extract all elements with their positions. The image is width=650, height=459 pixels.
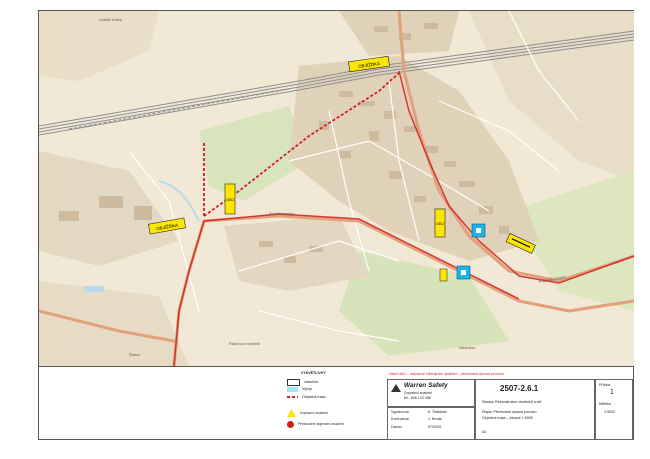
title-block-header: Návrh DIO – dopravně inženýrské opatření – přechodná úprava provozu — [389, 372, 505, 376]
svg-text:OBJ: OBJ — [436, 221, 444, 226]
sign-vertical[interactable] — [225, 184, 235, 214]
legend-item: Dopravní značení — [287, 409, 328, 417]
company-logo-icon — [391, 384, 401, 392]
label-street-center: Pod Nádražím — [269, 211, 295, 216]
legend-item: Objízdná trasa — [287, 395, 325, 399]
label-place-bottom: Šárka — [129, 352, 140, 357]
legend-item: Uzavírka — [287, 379, 318, 386]
company-block: Warren Safety Dopravní značení tel.: 608 123 456 — [387, 379, 475, 407]
map-footer — [39, 366, 634, 441]
author-block: Vypracoval K. Šafránek Kontroloval J. Novák Datum 07/2025 — [387, 407, 475, 440]
map-canvas[interactable] — [39, 11, 634, 366]
label-street-top-left: Letiště Kbely — [99, 17, 122, 22]
legend-swatch — [287, 379, 300, 386]
closure-marker[interactable] — [457, 266, 470, 279]
company-name: Warren Safety — [404, 382, 448, 389]
sign-right-vertical[interactable] — [435, 209, 445, 237]
sheet-number: 1 — [610, 389, 614, 396]
svg-text:OBJ: OBJ — [226, 197, 234, 202]
sheet-info-block: Příloha 1 Měřítko 1:5000 — [595, 379, 633, 440]
svg-text:OBJÍŽĎKA: OBJÍŽĎKA — [155, 222, 179, 232]
legend-item: Výkop — [287, 387, 312, 392]
drawing-info-block: 2507-2.6.1 Stavba: Rekonstrukce chodníků a sítí Etapa: Přechodná úprava provozu Objízdná trasa – situace 1:5000 A3 — [475, 379, 595, 440]
label-street-right: Pražská Kladno — [538, 274, 567, 284]
legend-swatch — [287, 421, 294, 428]
label-place-bottom-left: Rašínovo nábřeží — [229, 341, 261, 346]
legend-swatch — [287, 387, 298, 392]
map-svg — [39, 11, 634, 366]
label-district-bottom: Nádražní — [459, 345, 476, 350]
warning-triangle-icon — [287, 409, 296, 417]
svg-text:OBJÍŽĎKA: OBJÍŽĎKA — [357, 60, 381, 69]
pond — [84, 286, 104, 292]
closure-marker[interactable] — [472, 224, 485, 237]
small-sign[interactable] — [440, 269, 447, 281]
legend-swatch — [287, 396, 298, 398]
legend-title: VYSVĚTLIVKY — [301, 371, 326, 375]
map-sheet — [38, 10, 634, 440]
legend-item: Přechodné dopravní značení — [287, 421, 344, 428]
drawing-number: 2507-2.6.1 — [500, 384, 539, 393]
